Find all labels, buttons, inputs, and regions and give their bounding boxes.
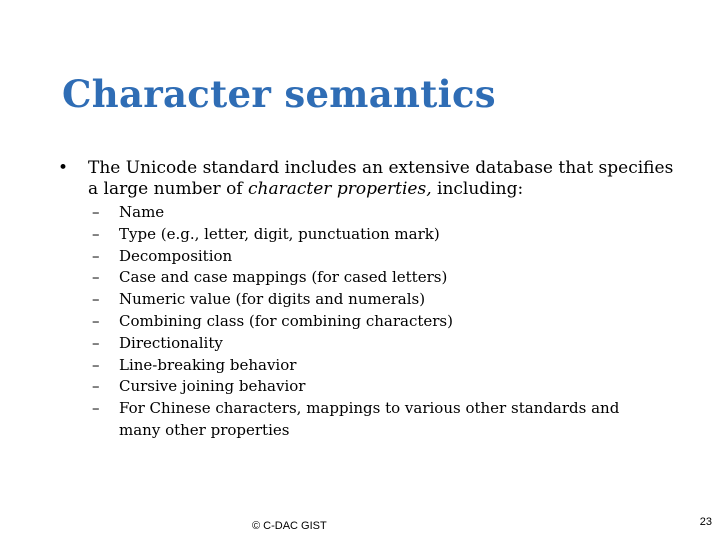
- list-item: [92, 398, 652, 442]
- list-item-label: Directionality: [119, 333, 223, 352]
- bullet-marker: •: [58, 158, 69, 178]
- list-item: [92, 267, 652, 289]
- dash-marker: –: [92, 290, 100, 309]
- list-item-label: Decomposition: [119, 246, 233, 265]
- list-item: [92, 355, 652, 377]
- dash-marker: –: [92, 399, 100, 418]
- list-item: [92, 289, 652, 311]
- dash-marker: –: [92, 268, 100, 287]
- dash-marker: –: [92, 311, 100, 330]
- list-item-label: Line-breaking behavior: [119, 355, 297, 374]
- dash-marker: –: [92, 203, 100, 221]
- bullet-text-italic: character properties,: [248, 179, 432, 199]
- footer-copyright: © C-DAC GIST: [252, 520, 327, 532]
- list-item: [92, 202, 652, 224]
- dash-marker: –: [92, 355, 100, 374]
- list-item-label: For Chinese characters, mappings to various other standards and many other properties: [119, 399, 620, 439]
- dash-marker: –: [92, 246, 100, 265]
- dash-marker: –: [92, 224, 100, 243]
- list-item: [92, 246, 652, 268]
- list-item-label: Combining class (for combining characters): [119, 311, 453, 330]
- page-number: 23: [699, 516, 712, 528]
- list-item-label: Cursive joining behavior: [119, 377, 306, 396]
- list-item: [92, 333, 652, 355]
- bullet-text-end: including:: [431, 179, 524, 199]
- property-list: [92, 202, 652, 442]
- list-item-label: Numeric value (for digits and numerals): [119, 290, 426, 309]
- list-item-label: Type (e.g., letter, digit, punctuation mark): [119, 224, 440, 243]
- slide-title: Character semantics: [62, 72, 496, 116]
- dash-marker: –: [92, 377, 100, 396]
- bullet-text: [88, 158, 678, 200]
- list-item: [92, 311, 652, 333]
- bullet-text-start: The Unicode standard includes an extensive database that specifies a large number of: [88, 158, 674, 199]
- list-item: [92, 224, 652, 246]
- list-item-label: Case and case mappings (for cased letters): [119, 268, 448, 287]
- list-item-label: Name: [119, 203, 165, 221]
- list-item: [92, 376, 652, 398]
- dash-marker: –: [92, 333, 100, 352]
